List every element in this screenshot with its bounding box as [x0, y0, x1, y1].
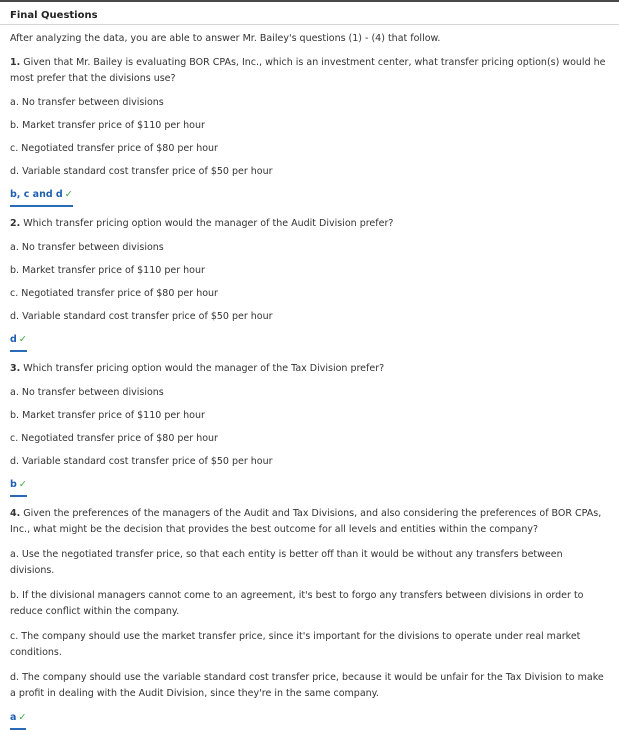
question-3-number: 3. [10, 363, 21, 374]
question-3-option-d: d. Variable standard cost transfer price of $50 per hour [10, 456, 273, 467]
intro-text: After analyzing the data, you are able to answer Mr. Bailey's questions (1) - (4) that follow. [10, 33, 441, 44]
question-2-option-b: b. Market transfer price of $110 per hour [10, 265, 205, 276]
question-4-answer-text: a [10, 712, 17, 723]
final-questions-panel [0, 8, 619, 730]
question-3-answer [10, 478, 27, 497]
question-3-option-a: a. No transfer between divisions [10, 387, 164, 398]
question-4-option-a: a. Use the negotiated transfer price, so that each entity is better off than it would be without any transfers between divisions. [10, 549, 563, 576]
question-2-option-d: d. Variable standard cost transfer price of $50 per hour [10, 311, 273, 322]
question-4-number: 4. [10, 508, 21, 519]
question-2-prompt: Which transfer pricing option would the manager of the Audit Division prefer? [23, 218, 394, 229]
question-4-option-c: c. The company should use the market transfer price, since it's important for the divisions to operate under real market conditions. [10, 631, 581, 658]
question-1-prompt: Given that Mr. Bailey is evaluating BOR CPAs, Inc., which is an investment center, what transfer pricing option(s) would he most prefer that the divisions use? [10, 57, 606, 84]
question-4-prompt: Given the preferences of the managers of the Audit and Tax Divisions, and also considering the preferences of BOR CPAs, Inc., what might be the decision that provides the best outcome for all levels and entities within the company? [10, 508, 602, 535]
question-1-answer [10, 188, 73, 207]
title-divider [0, 24, 619, 25]
question-1-text [10, 55, 609, 87]
question-2-answer-text: d [10, 334, 17, 345]
check-icon: ✓ [64, 189, 73, 200]
page-title: Final Questions [10, 10, 98, 21]
question-4-option-d: d. The company should use the variable standard cost transfer price, because it would be unfair for the Tax Division to make a profit in dealing with the Audit Division, since they're in the same company. [10, 672, 604, 699]
question-4 [10, 506, 609, 730]
check-icon: ✓ [18, 479, 27, 490]
question-3-prompt: Which transfer pricing option would the manager of the Tax Division prefer? [23, 363, 385, 374]
question-4-answer [10, 711, 26, 730]
question-1-option-d: d. Variable standard cost transfer price of $50 per hour [10, 166, 273, 177]
question-2-text [10, 216, 609, 232]
question-1-option-c: c. Negotiated transfer price of $80 per hour [10, 143, 218, 154]
question-1-option-a: a. No transfer between divisions [10, 97, 164, 108]
question-3-text [10, 361, 609, 377]
check-icon: ✓ [18, 712, 27, 723]
check-icon: ✓ [18, 334, 27, 345]
question-4-option-b: b. If the divisional managers cannot come to an agreement, it's best to forgo any transfers between divisions in order to reduce conflict within the company. [10, 590, 584, 617]
question-4-text [10, 506, 609, 538]
question-2-option-a: a. No transfer between divisions [10, 242, 164, 253]
question-3-option-b: b. Market transfer price of $110 per hour [10, 410, 205, 421]
question-2 [10, 216, 609, 352]
question-1-number: 1. [10, 57, 21, 68]
question-1-answer-text: b, c and d [10, 189, 63, 200]
question-3 [10, 361, 609, 497]
question-2-number: 2. [10, 218, 21, 229]
question-2-answer [10, 333, 27, 352]
question-1-option-b: b. Market transfer price of $110 per hour [10, 120, 205, 131]
question-3-answer-text: b [10, 479, 17, 490]
question-1 [10, 55, 609, 207]
question-3-option-c: c. Negotiated transfer price of $80 per hour [10, 433, 218, 444]
question-2-option-c: c. Negotiated transfer price of $80 per hour [10, 288, 218, 299]
